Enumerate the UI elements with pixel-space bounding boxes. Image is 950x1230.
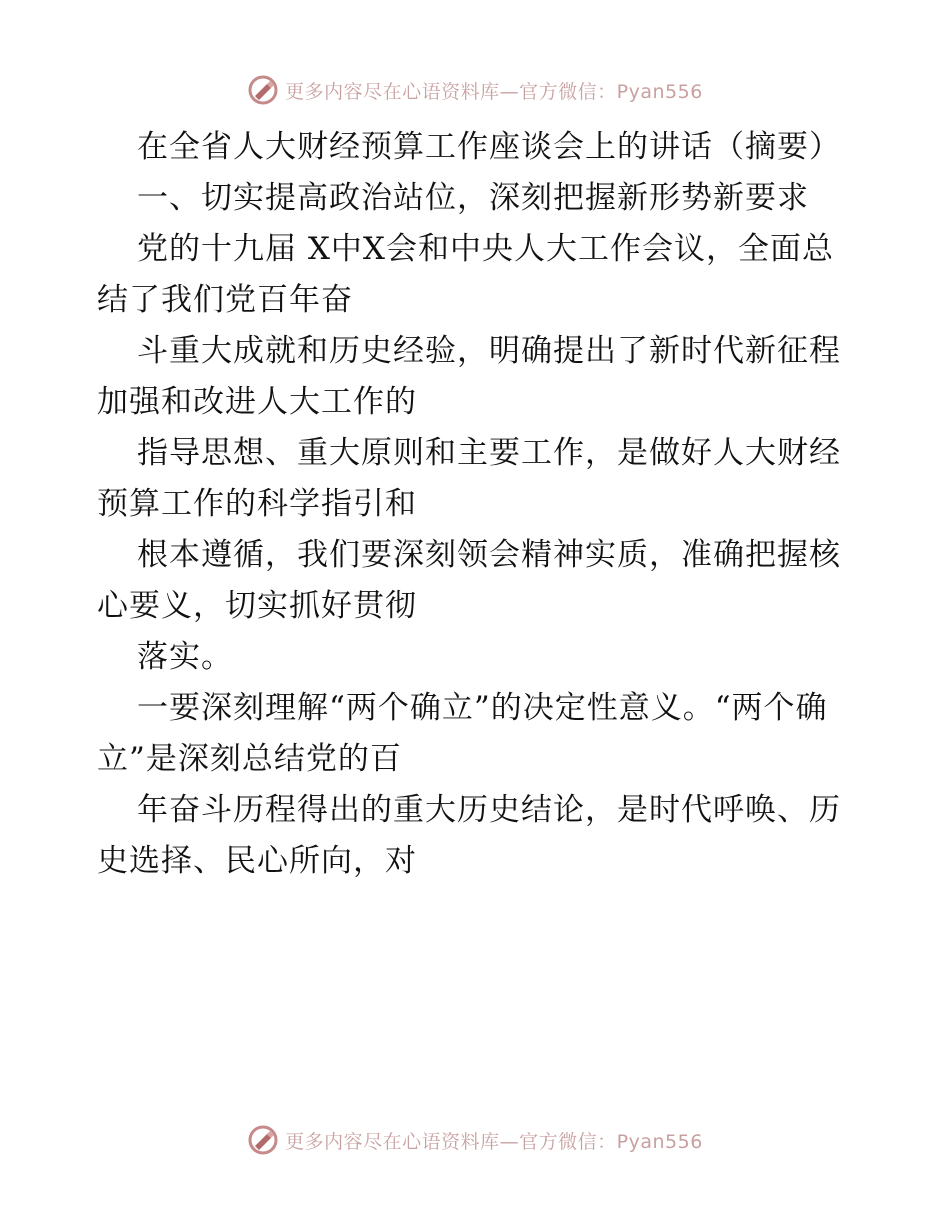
paragraph-title: 在全省人大财经预算工作座谈会上的讲话（摘要）	[137, 129, 841, 165]
paragraph-section-heading: 一、切实提高政治站位，深刻把握新形势新要求	[137, 180, 809, 216]
pen-circle-logo-icon	[247, 1124, 279, 1156]
pen-circle-logo-icon	[247, 74, 279, 106]
paragraph: 党的十九届 X中X会和中央人大工作会议，全面总结了我们党百年奋	[97, 231, 834, 318]
header-watermark	[0, 70, 950, 110]
paragraph: 根本遵循，我们要深刻领会精神实质，准确把握核心要义，切实抓好贯彻	[97, 537, 841, 624]
paragraph: 年奋斗历程得出的重大历史结论，是时代呼唤、历史选择、民心所向，对	[97, 792, 841, 879]
paragraph: 一要深刻理解“两个确立”的决定性意义。“两个确立”是深刻总结党的百	[97, 690, 828, 777]
watermark-text: 更多内容尽在心语资料库—官方微信：Pyan556	[285, 80, 703, 103]
paragraph: 指导思想、重大原则和主要工作，是做好人大财经预算工作的科学指引和	[97, 435, 841, 522]
watermark-text: 更多内容尽在心语资料库—官方微信：Pyan556	[285, 1130, 703, 1153]
footer-watermark	[0, 1120, 950, 1160]
paragraph: 斗重大成就和历史经验，明确提出了新时代新征程加强和改进人大工作的	[97, 333, 841, 420]
paragraph: 落实。	[137, 639, 233, 675]
document-body	[97, 122, 857, 887]
